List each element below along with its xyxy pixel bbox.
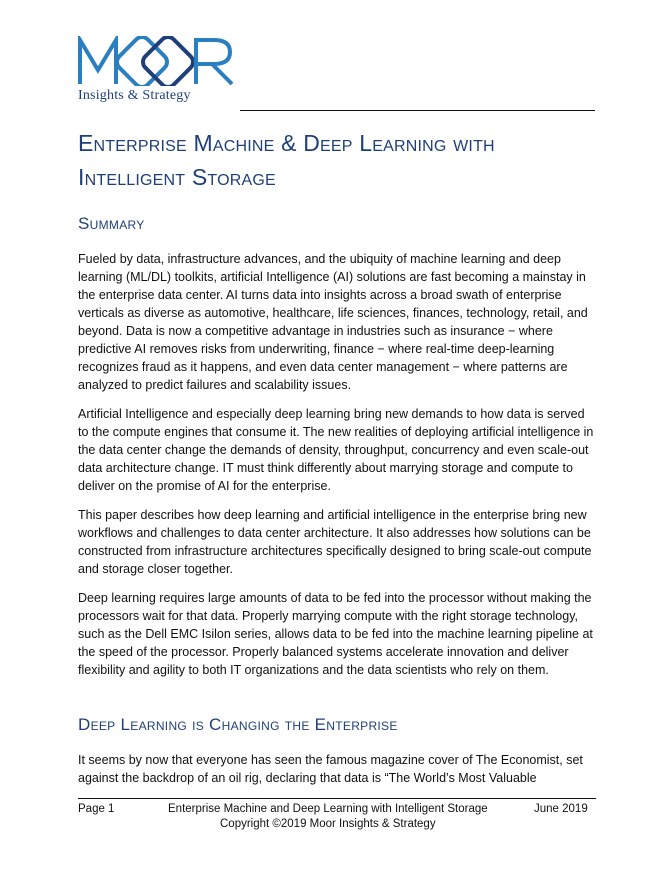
header-divider [240,110,595,111]
footer-date: June 2019 [534,803,588,815]
summary-paragraph-2: Artificial Intelligence and especially deep learning bring new demands to how data is served to the compute engines that consume it. The new realities of deploying artificial intelligence in the data center change the demands of density, throughput, concurrency and even scale-out data architecture change. IT must think differently about marrying storage and compute to deliver on the promise of AI for the enterprise. [78,407,594,493]
document-title: Enterprise Machine & Deep Learning with Intelligent Storage [78,130,495,190]
company-logo [78,36,238,104]
summary-paragraph-1: Fueled by data, infrastructure advances, and the ubiquity of machine learning and deep learning (ML/DL) toolkits, artificial Intelligence (AI) solutions are fast becoming a mainstay in the enterprise data center. AI turns data into insights across a broad swath of enterprise verticals as diverse as automotive, healthcare, life sciences, finances, technology, retail, and beyond. Data is now a competitive advantage in industries such as insurance − where predictive AI removes risks from underwriting, finance − where real-time deep-learning recognizes fraud as it happens, and even data center management − where patterns are analyzed to predict failures and scalability issues. [78,252,588,392]
summary-heading: Summary [78,214,145,233]
deep-learning-heading: Deep Learning is Changing the Enterprise [78,715,398,734]
footer-title: Enterprise Machine and Deep Learning with Intelligent Storage [168,803,488,815]
footer-copyright: Copyright ©2019 Moor Insights & Strategy [220,818,436,830]
moor-logo-mark [78,36,236,86]
footer-divider [78,798,596,799]
deep-learning-paragraph-1: It seems by now that everyone has seen the famous magazine cover of The Economist, set against the backdrop of an oil rig, declaring that data is “The World’s Most Valuable [78,753,583,785]
summary-paragraph-4: Deep learning requires large amounts of data to be fed into the processor without making the processors wait for that data. Properly marrying compute with the right storage technology, such as the Dell EMC Isilon series, allows data to be fed into the machine learning pipeline at the speed of the processor. Properly balanced systems accelerate innovation and deliver flexibility and agility to both IT organizations and the data scientists who rely on them. [78,591,593,677]
summary-paragraph-3: This paper describes how deep learning and artificial intelligence in the enterprise bring new workflows and challenges to data center architecture. It also addresses how solutions can be constructed from infrastructure architectures specifically designed to bring scale-out compute and storage closer together. [78,508,592,576]
logo-subtitle: Insights & Strategy [78,88,191,103]
footer-page-number: Page 1 [78,803,115,815]
